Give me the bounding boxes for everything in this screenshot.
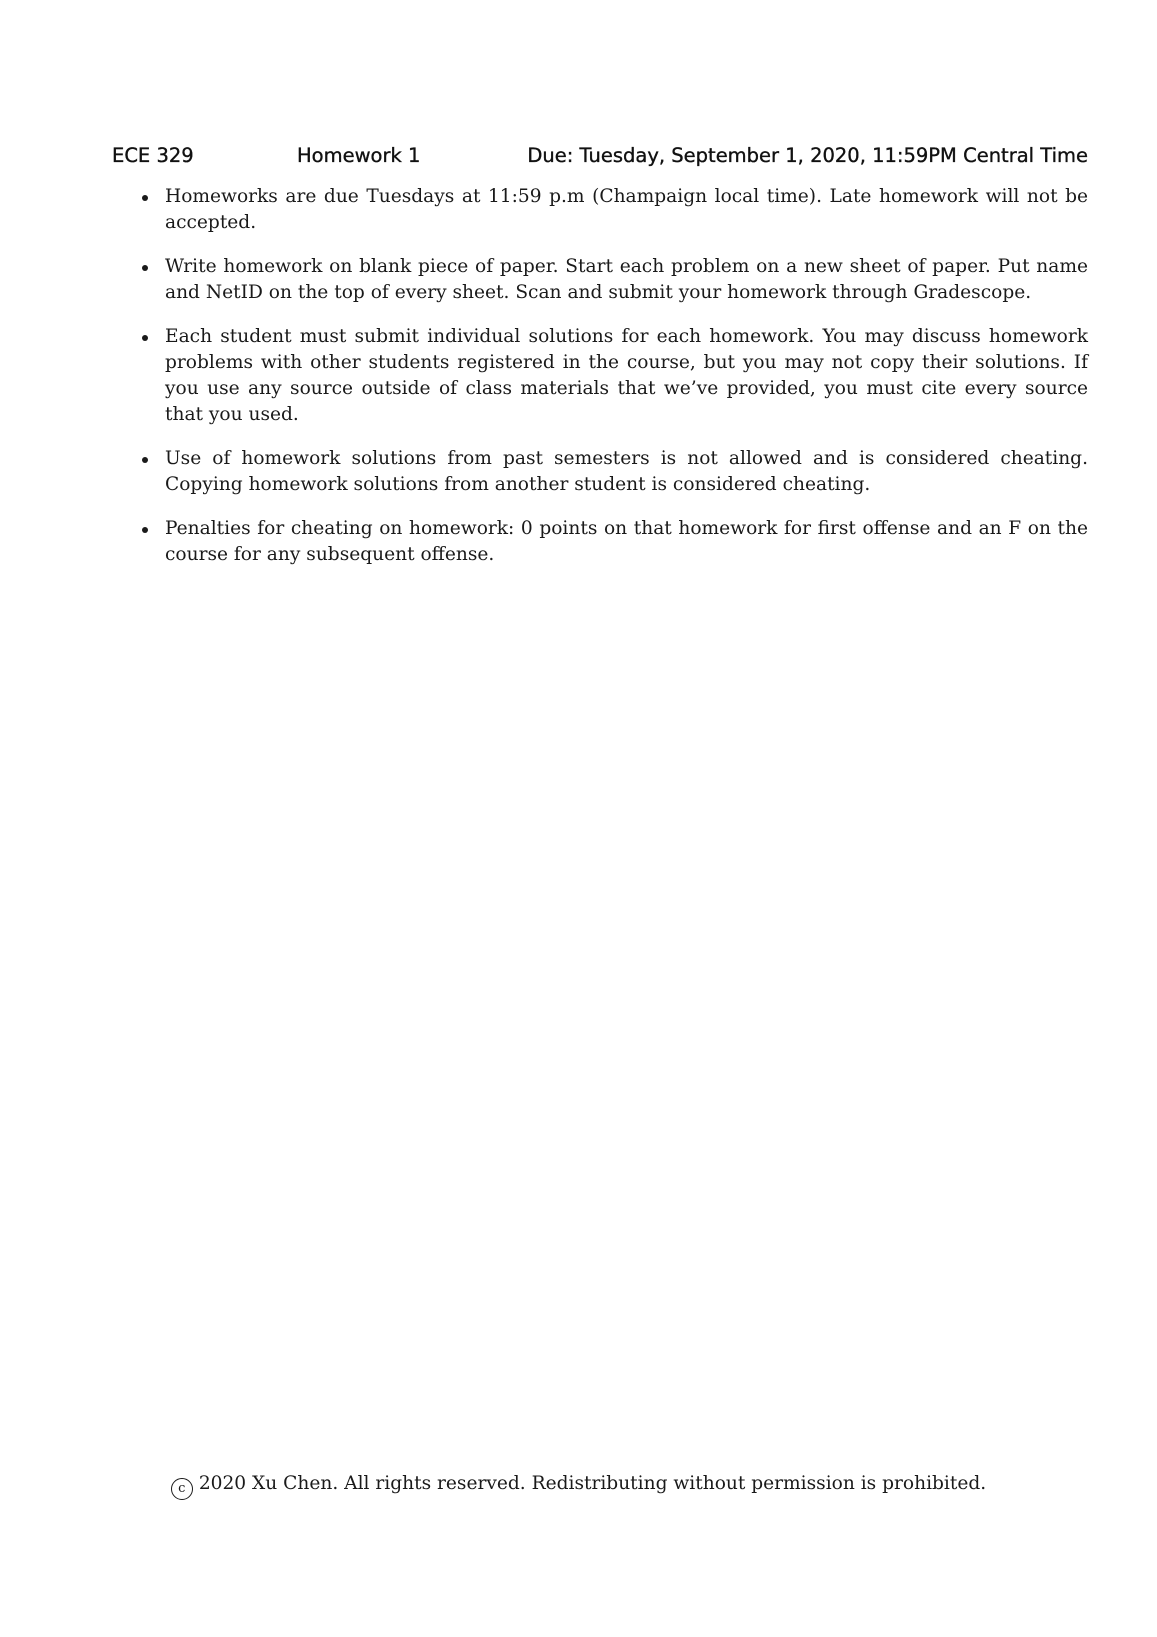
copyright-text: 2020 Xu Chen. All rights reserved. Redistributing without permission is prohibited. <box>198 1473 987 1494</box>
copyright-icon: c <box>171 1478 193 1500</box>
rule-text: Use of homework solutions from past semesters is not allowed and is considered cheating. Copying homework solutions from another student is considered cheating. <box>165 448 1088 496</box>
list-item <box>140 446 1088 498</box>
page-header <box>112 144 1088 174</box>
bullet-icon <box>142 195 148 201</box>
rule-text: Homeworks are due Tuesdays at 11:59 p.m (Champaign local time). Late homework will not be accepted. <box>165 186 1088 234</box>
assignment-title: Homework 1 <box>297 144 421 167</box>
copyright-footer <box>0 1473 1157 1500</box>
bullet-icon <box>142 265 148 271</box>
homework-rules-list <box>140 184 1088 586</box>
bullet-icon <box>142 527 148 533</box>
rule-text: Penalties for cheating on homework: 0 points on that homework for first offense and an F on the course for any subsequent offense. <box>165 518 1088 566</box>
course-code: ECE 329 <box>112 144 194 167</box>
due-date: Due: Tuesday, September 1, 2020, 11:59PM Central Time <box>527 144 1088 167</box>
bullet-icon <box>142 457 148 463</box>
bullet-icon <box>142 335 148 341</box>
rule-text: Each student must submit individual solutions for each homework. You may discuss homework problems with other students registered in the course, but you may not copy their solutions. If you use any source outside of class materials that we’ve provided, you must cite every source that you used. <box>165 325 1088 426</box>
list-item <box>140 254 1088 306</box>
list-item <box>140 324 1088 429</box>
list-item <box>140 184 1088 236</box>
rule-text: Write homework on blank piece of paper. Start each problem on a new sheet of paper. Put name and NetID on the top of every sheet. Scan and submit your homework through Gradescope. <box>165 255 1088 304</box>
list-item <box>140 516 1088 568</box>
